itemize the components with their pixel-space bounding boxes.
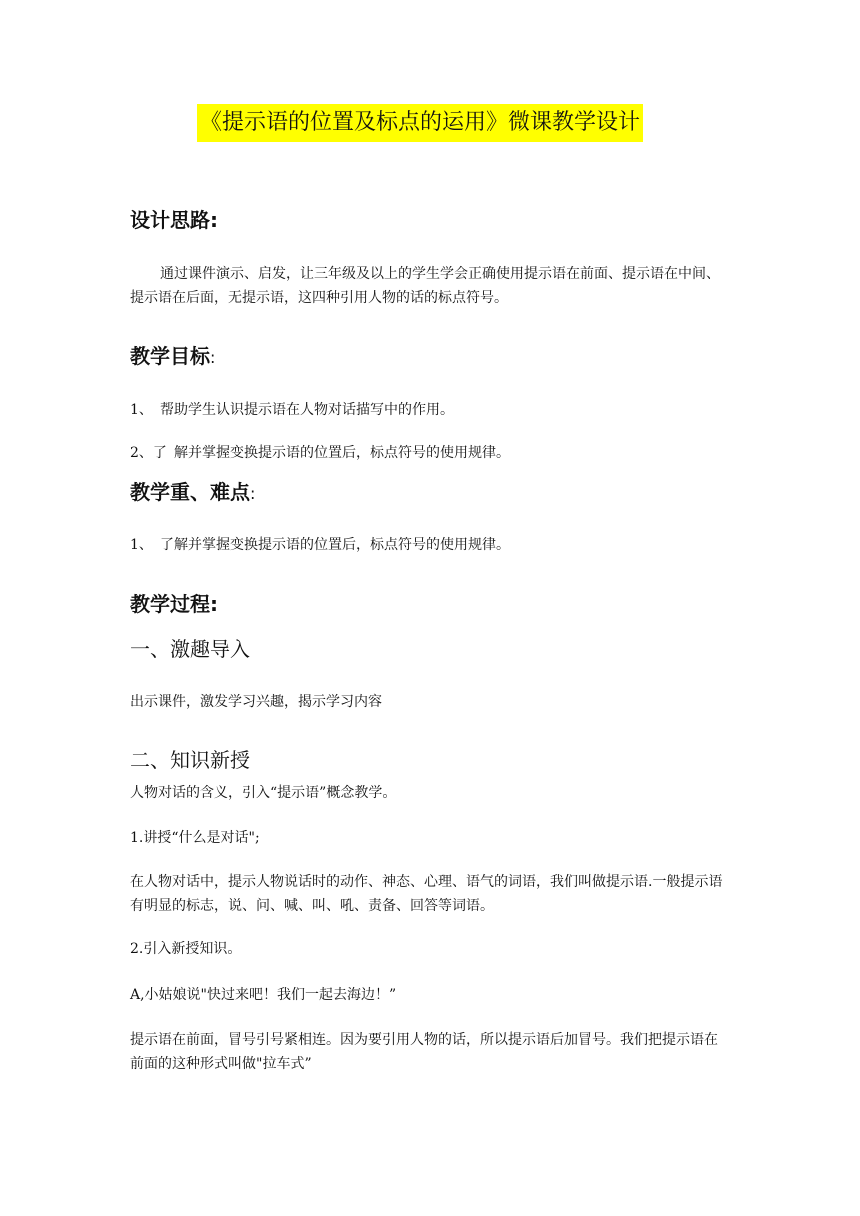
part2-heading: 二、知识新授 <box>130 748 250 772</box>
goal-item-1-text: 帮助学生认识提示语在人物对话描写中的作用。 <box>160 402 454 418</box>
goal-item-2-text: 解并掌握变换提示语的位置后，标点符号的使用规律。 <box>174 445 510 461</box>
part2-line-1: 人物对话的含义，引入“提示语”概念教学。 <box>130 785 397 801</box>
design-idea-heading: 设计思路: <box>130 208 218 232</box>
key-point-item-1 <box>130 533 510 557</box>
goal-item-1 <box>130 398 454 422</box>
part1-heading: 一、激趣导入 <box>130 637 250 661</box>
process-heading: 教学过程: <box>130 592 218 616</box>
goals-heading <box>130 340 215 369</box>
key-point-item-1-number: 1、 <box>130 537 153 553</box>
part2-line-4: 2.引入新授知识。 <box>130 941 242 957</box>
part2-line-2: 1.讲授“什么是对话"; <box>130 830 260 846</box>
key-point-item-1-text: 了解并掌握变换提示语的位置后，标点符号的使用规律。 <box>160 537 510 553</box>
goal-item-2 <box>130 441 510 465</box>
part2-line-5: A,小姑娘说"快过来吧！我们一起去海边！” <box>130 987 397 1003</box>
part1-text: 出示课件，激发学习兴趣，揭示学习内容 <box>130 694 382 710</box>
part2-line-6: 提示语在前面，冒号引号紧相连。因为要引用人物的话，所以提示语后加冒号。我们把提示语在前面的这种形式叫做"拉车式” <box>130 1032 718 1072</box>
document-title: 《提示语的位置及标点的运用》微课教学设计 <box>200 110 641 135</box>
title-highlight <box>197 104 643 142</box>
goal-item-2-number: 2、了 <box>130 445 167 461</box>
goal-item-1-number: 1、 <box>130 402 153 418</box>
key-points-heading-colon: : <box>250 484 256 503</box>
key-points-heading <box>130 476 255 505</box>
goals-heading-text: 教学目标 <box>130 344 210 368</box>
design-idea-paragraph: 通过课件演示、启发，让三年级及以上的学生学会正确使用提示语在前面、提示语在中间、提示语在后面，无提示语，这四种引用人物的话的标点符号。 <box>130 266 720 306</box>
part2-line-3: 在人物对话中，提示人物说话时的动作、神态、心理、语气的词语，我们叫做提示语.一般提示语有明显的标志，说、问、喊、叫、吼、责备、回答等词语。 <box>130 874 723 914</box>
goals-heading-colon: : <box>210 348 216 367</box>
key-points-heading-text: 教学重、难点 <box>130 480 250 504</box>
